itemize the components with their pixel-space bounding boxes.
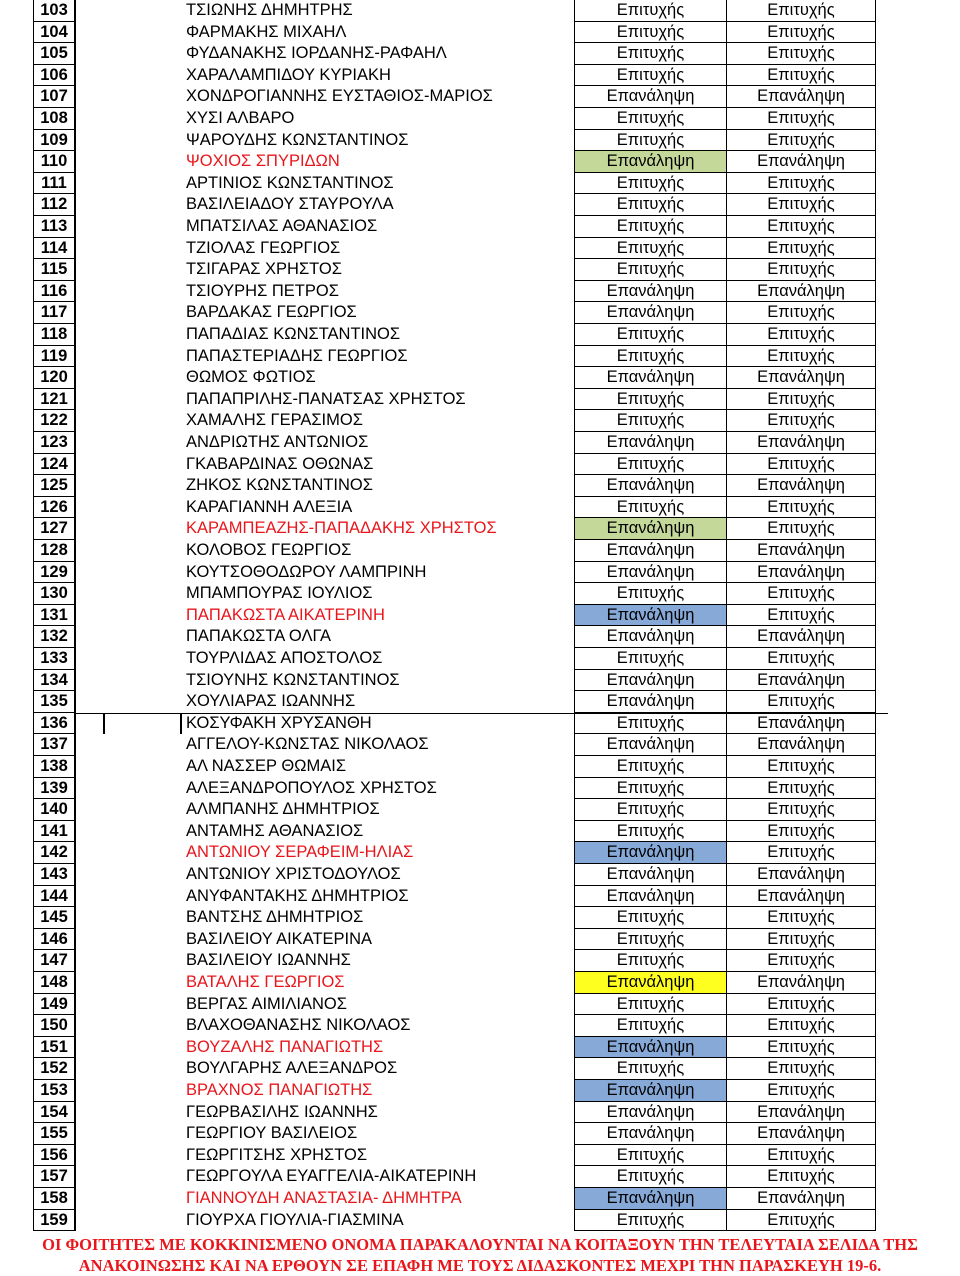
row-number: 153 [33,1080,76,1102]
result-2: Επιτυχής [726,994,876,1016]
table-row [0,756,960,778]
student-name: ΓΕΩΡΓΟΥΛΑ ΕΥΑΓΓΕΛΙΑ-ΑΙΚΑΤΕΡΙΝΗ [186,1167,477,1186]
student-name: ΒΑΡΔΑΚΑΣ ΓΕΩΡΓΙΟΣ [186,303,357,322]
student-name: ΚΑΡΑΓΙΑΝΝΗ ΑΛΕΞΙΑ [186,497,353,516]
result-2: Επανάληψη [726,475,876,497]
student-name: ΘΩΜΟΣ ΦΩΤΙΟΣ [186,368,316,387]
result-1: Επανάληψη [574,151,726,173]
row-number: 149 [33,994,76,1016]
row-number: 120 [33,367,76,389]
result-1: Επιτυχής [574,22,726,44]
student-name: ΓΕΩΡΓΙΟΥ ΒΑΣΙΛΕΙΟΣ [186,1124,358,1143]
row-number: 132 [33,626,76,648]
table-row [0,65,960,87]
result-1: Επιτυχής [574,216,726,238]
result-1: Επιτυχής [574,43,726,65]
result-2: Επανάληψη [726,562,876,584]
student-name: ΦΥΔΑΝΑΚΗΣ ΙΟΡΔΑΝΗΣ-ΡΑΦΑΗΛ [186,44,447,63]
table-row [0,0,960,22]
result-2: Επανάληψη [726,367,876,389]
row-number: 125 [33,475,76,497]
table-row [0,1210,960,1232]
table-row [0,475,960,497]
result-1: Επιτυχής [574,1166,726,1188]
result-2: Επιτυχής [726,1166,876,1188]
result-1: Επανάληψη [574,367,726,389]
table-row [0,367,960,389]
result-1: Επιτυχής [574,821,726,843]
student-name: ΑΝΔΡΙΩΤΗΣ ΑΝΤΩΝΙΟΣ [186,433,369,451]
result-2: Επιτυχής [726,799,876,821]
result-1: Επιτυχής [574,324,726,346]
result-2: Επιτυχής [726,108,876,130]
table-row [0,886,960,908]
row-number: 138 [33,756,76,778]
row-number: 134 [33,670,76,692]
student-name: ΑΝΥΦΑΝΤΑΚΗΣ ΔΗΜΗΤΡΙΟΣ [186,886,409,905]
row-number: 105 [33,43,76,65]
result-2: Επανάληψη [726,864,876,886]
row-number: 143 [33,864,76,886]
result-2: Επανάληψη [726,713,876,735]
table-row [0,1145,960,1167]
row-number: 108 [33,108,76,130]
student-name: ΒΟΥΛΓΑΡΗΣ ΑΛΕΞΑΝΔΡΟΣ [186,1059,398,1078]
row-number: 117 [33,302,76,324]
row-number: 151 [33,1037,76,1059]
student-name: ΤΟΥΡΛΙΔΑΣ ΑΠΟΣΤΟΛΟΣ [186,649,383,667]
table-row [0,778,960,800]
table-row [0,929,960,951]
result-1: Επανάληψη [574,734,726,756]
student-name: ΑΡΤΙΝΙΟΣ ΚΩΝΣΤΑΝΤΙΝΟΣ [186,173,394,192]
student-name: ΒΡΑΧΝΟΣ ΠΑΝΑΓΙΩΤΗΣ [186,1081,373,1099]
result-2: Επιτυχής [726,1145,876,1167]
student-name: ΒΟΥΖΑΛΗΣ ΠΑΝΑΓΙΩΤΗΣ [186,1037,384,1056]
row-number: 158 [33,1188,76,1210]
row-number: 112 [33,194,76,216]
result-2: Επιτυχής [726,842,876,864]
row-number: 115 [33,259,76,281]
row-number: 147 [33,950,76,972]
table-row [0,324,960,346]
result-1: Επανάληψη [574,626,726,648]
row-border-line [76,713,888,714]
student-name: ΓΚΑΒΑΡΔΙΝΑΣ ΟΘΩΝΑΣ [186,454,374,473]
result-1: Επιτυχής [574,1015,726,1037]
row-number: 135 [33,691,76,713]
result-2: Επιτυχής [726,130,876,152]
row-number: 103 [33,0,76,22]
result-2: Επιτυχής [726,259,876,281]
result-1: Επιτυχής [574,756,726,778]
result-1: Επανάληψη [574,1080,726,1102]
row-number: 139 [33,778,76,800]
result-2: Επιτυχής [726,454,876,476]
result-2: Επανάληψη [726,972,876,994]
result-2: Επιτυχής [726,43,876,65]
result-2: Επιτυχής [726,907,876,929]
student-name: ΨΟΧΙΟΣ ΣΠΥΡΙΔΩΝ [186,152,340,171]
student-name: ΠΑΠΑΠΡΙΛΗΣ-ΠΑΝΑΤΣΑΣ ΧΡΗΣΤΟΣ [186,389,466,408]
result-2: Επανάληψη [726,886,876,908]
result-1: Επανάληψη [574,302,726,324]
table-row [0,151,960,173]
result-2: Επιτυχής [726,216,876,238]
student-name: ΓΕΩΡΓΙΤΣΗΣ ΧΡΗΣΤΟΣ [186,1145,368,1164]
result-2: Επιτυχής [726,194,876,216]
table-row [0,1188,960,1210]
row-number: 131 [33,605,76,627]
table-row [0,821,960,843]
row-number: 121 [33,389,76,411]
result-2: Επιτυχής [726,173,876,195]
student-name: ΠΑΠΑΣΤΕΡΙΑΔΗΣ ΓΕΩΡΓΙΟΣ [186,346,408,365]
row-number: 122 [33,410,76,432]
result-2: Επανάληψη [726,540,876,562]
row-border-tick [103,713,105,735]
student-name: ΧΑΜΑΛΗΣ ΓΕΡΑΣΙΜΟΣ [186,411,363,430]
student-name: ΑΛ ΝΑΣΣΕΡ ΘΩΜΑΙΣ [186,757,347,775]
table-row [0,86,960,108]
row-number: 156 [33,1145,76,1167]
result-2: Επανάληψη [726,281,876,303]
table-row [0,648,960,670]
result-2: Επιτυχής [726,497,876,519]
table-row [0,173,960,195]
table-row [0,1123,960,1145]
table-row [0,432,960,454]
result-1: Επιτυχής [574,778,726,800]
table-row [0,454,960,476]
result-2: Επανάληψη [726,432,876,454]
row-number: 159 [33,1210,76,1232]
result-1: Επιτυχής [574,994,726,1016]
student-name: ΚΟΣΥΦΑΚΗ ΧΡΥΣΑΝΘΗ [186,713,372,732]
student-name: ΜΠΑΤΣΙΛΑΣ ΑΘΑΝΑΣΙΟΣ [186,217,378,235]
table-row [0,130,960,152]
student-name: ΒΑΣΙΛΕΙΟΥ ΙΩΑΝΝΗΣ [186,951,351,970]
result-1: Επιτυχής [574,0,726,22]
result-1: Επιτυχής [574,130,726,152]
row-number: 140 [33,799,76,821]
result-1: Επανάληψη [574,1188,726,1210]
student-name: ΒΑΣΙΛΕΙΟΥ ΑΙΚΑΤΕΡΙΝΑ [186,929,373,948]
result-1: Επανάληψη [574,864,726,886]
student-name: ΑΛΜΠΑΝΗΣ ΔΗΜΗΤΡΙΟΣ [186,800,380,819]
student-name: ΓΕΩΡΒΑΣΙΛΗΣ ΙΩΑΝΝΗΣ [186,1102,378,1121]
result-2: Επιτυχής [726,65,876,87]
result-2: Επανάληψη [726,626,876,648]
student-name: ΧΟΝΔΡΟΓΙΑΝΝΗΣ ΕΥΣΤΑΘΙΟΣ-ΜΑΡΙΟΣ [186,87,493,106]
table-row [0,497,960,519]
row-border-tick [180,713,182,735]
row-number: 157 [33,1166,76,1188]
row-number: 152 [33,1058,76,1080]
row-number: 150 [33,1015,76,1037]
result-2: Επανάληψη [726,1188,876,1210]
row-number: 137 [33,734,76,756]
row-number: 133 [33,648,76,670]
student-name: ΤΣΙΓΑΡΑΣ ΧΡΗΣΤΟΣ [186,260,342,279]
result-2: Επιτυχής [726,950,876,972]
result-1: Επιτυχής [574,259,726,281]
table-row [0,43,960,65]
result-1: Επιτυχής [574,1058,726,1080]
student-name: ΤΣΙΩΝΗΣ ΔΗΜΗΤΡΗΣ [186,1,353,19]
table-row [0,1037,960,1059]
student-name: ΚΟΥΤΣΟΘΟΔΩΡΟΥ ΛΑΜΠΡΙΝΗ [186,562,427,581]
result-2: Επιτυχής [726,605,876,627]
result-2: Επιτυχής [726,389,876,411]
result-1: Επανάληψη [574,540,726,562]
row-number: 124 [33,454,76,476]
result-2: Επανάληψη [726,734,876,756]
student-name: ΖΗΚΟΣ ΚΩΝΣΤΑΝΤΙΝΟΣ [186,476,373,495]
table-row [0,1102,960,1124]
student-name: ΑΓΓΕΛΟΥ-ΚΩΝΣΤΑΣ ΝΙΚΟΛΑΟΣ [186,735,429,754]
row-number: 127 [33,518,76,540]
result-2: Επιτυχής [726,346,876,368]
result-1: Επανάληψη [574,886,726,908]
table-row [0,540,960,562]
notice-line-1: ΟΙ ΦΟΙΤΗΤΕΣ ΜΕ ΚΟΚΚΙΝΙΣΜΕΝΟ ΟΝΟΜΑ ΠΑΡΑΚΑΛΟΥΝΤΑΙ ΝΑ ΚΟΙΤΑΞΟΥΝ ΤΗΝ ΤΕΛΕΥΤΑΙΑ ΣΕΛΙΔΑ ΤΗΣ [42,1235,918,1254]
table-row [0,734,960,756]
row-number: 119 [33,346,76,368]
table-row [0,216,960,238]
result-1: Επιτυχής [574,1210,726,1232]
row-number: 142 [33,842,76,864]
table-row [0,562,960,584]
result-1: Επανάληψη [574,842,726,864]
result-2: Επιτυχής [726,583,876,605]
student-name: ΚΟΛΟΒΟΣ ΓΕΩΡΓΙΟΣ [186,541,352,559]
result-1: Επανάληψη [574,972,726,994]
student-name: ΧΥΣΙ ΑΛΒΑΡΟ [186,109,295,127]
student-name: ΨΑΡΟΥΔΗΣ ΚΩΝΣΤΑΝΤΙΝΟΣ [186,130,409,149]
row-number: 110 [33,151,76,173]
result-1: Επανάληψη [574,691,726,713]
result-1: Επιτυχής [574,799,726,821]
table-row [0,194,960,216]
student-name: ΠΑΠΑΚΩΣΤΑ ΑΙΚΑΤΕΡΙΝΗ [186,605,385,624]
table-row [0,583,960,605]
student-name: ΑΝΤΩΝΙΟΥ ΣΕΡΑΦΕΙΜ-ΗΛΙΑΣ [186,843,414,862]
student-name: ΤΖΙΟΛΑΣ ΓΕΩΡΓΙΟΣ [186,238,341,257]
result-1: Επιτυχής [574,108,726,130]
notice-line-2: ΑΝΑΚΟΙΝΩΣΗΣ ΚΑΙ ΝΑ ΕΡΘΟΥΝ ΣΕ ΕΠΑΦΗ ΜΕ ΤΟΥΣ ΔΙΔΑΣΚΟΝΤΕΣ ΜΕΧΡΙ ΤΗΝ ΠΑΡΑΣΚΕΥΗ 19-6. [78,1256,882,1275]
result-1: Επανάληψη [574,518,726,540]
result-2: Επιτυχής [726,518,876,540]
result-2: Επανάληψη [726,151,876,173]
student-name: ΜΠΑΜΠΟΥΡΑΣ ΙΟΥΛΙΟΣ [186,584,373,603]
row-number: 130 [33,583,76,605]
result-1: Επανάληψη [574,670,726,692]
student-name: ΠΑΠΑΔΙΑΣ ΚΩΝΣΤΑΝΤΙΝΟΣ [186,325,401,343]
result-1: Επιτυχής [574,454,726,476]
result-1: Επιτυχής [574,648,726,670]
table-row [0,691,960,713]
row-number: 145 [33,907,76,929]
result-2: Επιτυχής [726,410,876,432]
table-row [0,907,960,929]
table-row [0,410,960,432]
table-row [0,842,960,864]
row-number: 148 [33,972,76,994]
result-1: Επανάληψη [574,1123,726,1145]
table-row [0,972,960,994]
student-name: ΓΙΑΝΝΟΥΔΗ ΑΝΑΣΤΑΣΙΑ- ΔΗΜΗΤΡΑ [186,1189,462,1207]
result-2: Επιτυχής [726,778,876,800]
table-row [0,950,960,972]
student-name: ΒΕΡΓΑΣ ΑΙΜΙΛΙΑΝΟΣ [186,994,347,1013]
row-number: 128 [33,540,76,562]
result-1: Επιτυχής [574,929,726,951]
row-number: 116 [33,281,76,303]
student-name: ΑΝΤΑΜΗΣ ΑΘΑΝΑΣΙΟΣ [186,821,364,840]
row-number: 126 [33,497,76,519]
result-2: Επανάληψη [726,1123,876,1145]
result-1: Επιτυχής [574,950,726,972]
result-2: Επιτυχής [726,238,876,260]
result-2: Επιτυχής [726,0,876,22]
result-1: Επιτυχής [574,173,726,195]
row-number: 155 [33,1123,76,1145]
table-row [0,22,960,44]
result-2: Επιτυχής [726,1037,876,1059]
student-name: ΒΑΤΑΛΗΣ ΓΕΩΡΓΙΟΣ [186,973,345,991]
row-number: 129 [33,562,76,584]
student-name: ΧΟΥΛΙΑΡΑΣ ΙΩΑΝΝΗΣ [186,692,356,711]
table-row [0,713,960,735]
student-name: ΦΑΡΜΑΚΗΣ ΜΙΧΑΗΛ [186,22,347,41]
student-name: ΒΑΣΙΛΕΙΑΔΟΥ ΣΤΑΥΡΟΥΛΑ [186,195,394,214]
table-row [0,302,960,324]
table-row [0,799,960,821]
result-1: Επανάληψη [574,562,726,584]
table-row [0,1080,960,1102]
result-1: Επιτυχής [574,907,726,929]
table-row [0,238,960,260]
table-row [0,389,960,411]
table-row [0,1166,960,1188]
result-1: Επιτυχής [574,1145,726,1167]
result-2: Επιτυχής [726,929,876,951]
result-1: Επιτυχής [574,410,726,432]
result-2: Επιτυχής [726,324,876,346]
result-1: Επιτυχής [574,194,726,216]
student-name: ΒΛΑΧΟΘΑΝΑΣΗΣ ΝΙΚΟΛΑΟΣ [186,1016,411,1035]
table-row [0,670,960,692]
row-number: 144 [33,886,76,908]
result-1: Επιτυχής [574,238,726,260]
result-1: Επιτυχής [574,389,726,411]
table-row [0,864,960,886]
result-1: Επιτυχής [574,713,726,735]
result-1: Επανάληψη [574,1102,726,1124]
table-row [0,259,960,281]
row-number: 141 [33,821,76,843]
result-1: Επιτυχής [574,497,726,519]
student-name: ΤΣΙΟΥΡΗΣ ΠΕΤΡΟΣ [186,281,339,300]
table-row [0,994,960,1016]
table-row [0,605,960,627]
row-number: 113 [33,216,76,238]
result-1: Επιτυχής [574,583,726,605]
notice-text [0,1234,960,1276]
result-2: Επιτυχής [726,1210,876,1232]
result-1: Επιτυχής [574,65,726,87]
result-1: Επανάληψη [574,281,726,303]
result-2: Επιτυχής [726,756,876,778]
row-number: 118 [33,324,76,346]
result-1: Επανάληψη [574,475,726,497]
row-number: 146 [33,929,76,951]
result-2: Επανάληψη [726,670,876,692]
student-name: ΤΣΙΟΥΝΗΣ ΚΩΝΣΤΑΝΤΙΝΟΣ [186,670,400,689]
result-2: Επανάληψη [726,86,876,108]
result-1: Επιτυχής [574,346,726,368]
row-number: 136 [33,713,76,735]
result-2: Επιτυχής [726,648,876,670]
table-row [0,1015,960,1037]
student-name: ΓΙΟΥΡΧΑ ΓΙΟΥΛΙΑ-ΓΙΑΣΜΙΝΑ [186,1210,404,1229]
student-name: ΚΑΡΑΜΠΕΑΖΗΣ-ΠΑΠΑΔΑΚΗΣ ΧΡΗΣΤΟΣ [186,519,497,538]
row-number: 107 [33,86,76,108]
result-1: Επανάληψη [574,86,726,108]
row-number: 154 [33,1102,76,1124]
table-row [0,626,960,648]
result-1: Επανάληψη [574,1037,726,1059]
result-2: Επιτυχής [726,22,876,44]
table-row [0,281,960,303]
student-name: ΑΝΤΩΝΙΟΥ ΧΡΙΣΤΟΔΟΥΛΟΣ [186,865,401,883]
row-number: 111 [33,173,76,195]
row-number: 114 [33,238,76,260]
student-name: ΠΑΠΑΚΩΣΤΑ ΟΛΓΑ [186,627,332,646]
table-row [0,108,960,130]
student-name: ΒΑΝΤΣΗΣ ΔΗΜΗΤΡΙΟΣ [186,908,364,927]
student-name: ΧΑΡΑΛΑΜΠΙΔΟΥ ΚΥΡΙΑΚΗ [186,65,391,84]
student-name: ΑΛΕΞΑΝΔΡΟΠΟΥΛΟΣ ΧΡΗΣΤΟΣ [186,778,437,797]
result-2: Επιτυχής [726,821,876,843]
row-number: 109 [33,130,76,152]
result-2: Επιτυχής [726,691,876,713]
result-2: Επιτυχής [726,1080,876,1102]
row-number: 106 [33,65,76,87]
result-2: Επιτυχής [726,1015,876,1037]
result-2: Επανάληψη [726,1102,876,1124]
table-row [0,346,960,368]
result-2: Επιτυχής [726,302,876,324]
result-2: Επιτυχής [726,1058,876,1080]
table-row [0,1058,960,1080]
row-number: 104 [33,22,76,44]
row-number: 123 [33,432,76,454]
result-1: Επανάληψη [574,605,726,627]
table-row [0,518,960,540]
result-1: Επανάληψη [574,432,726,454]
